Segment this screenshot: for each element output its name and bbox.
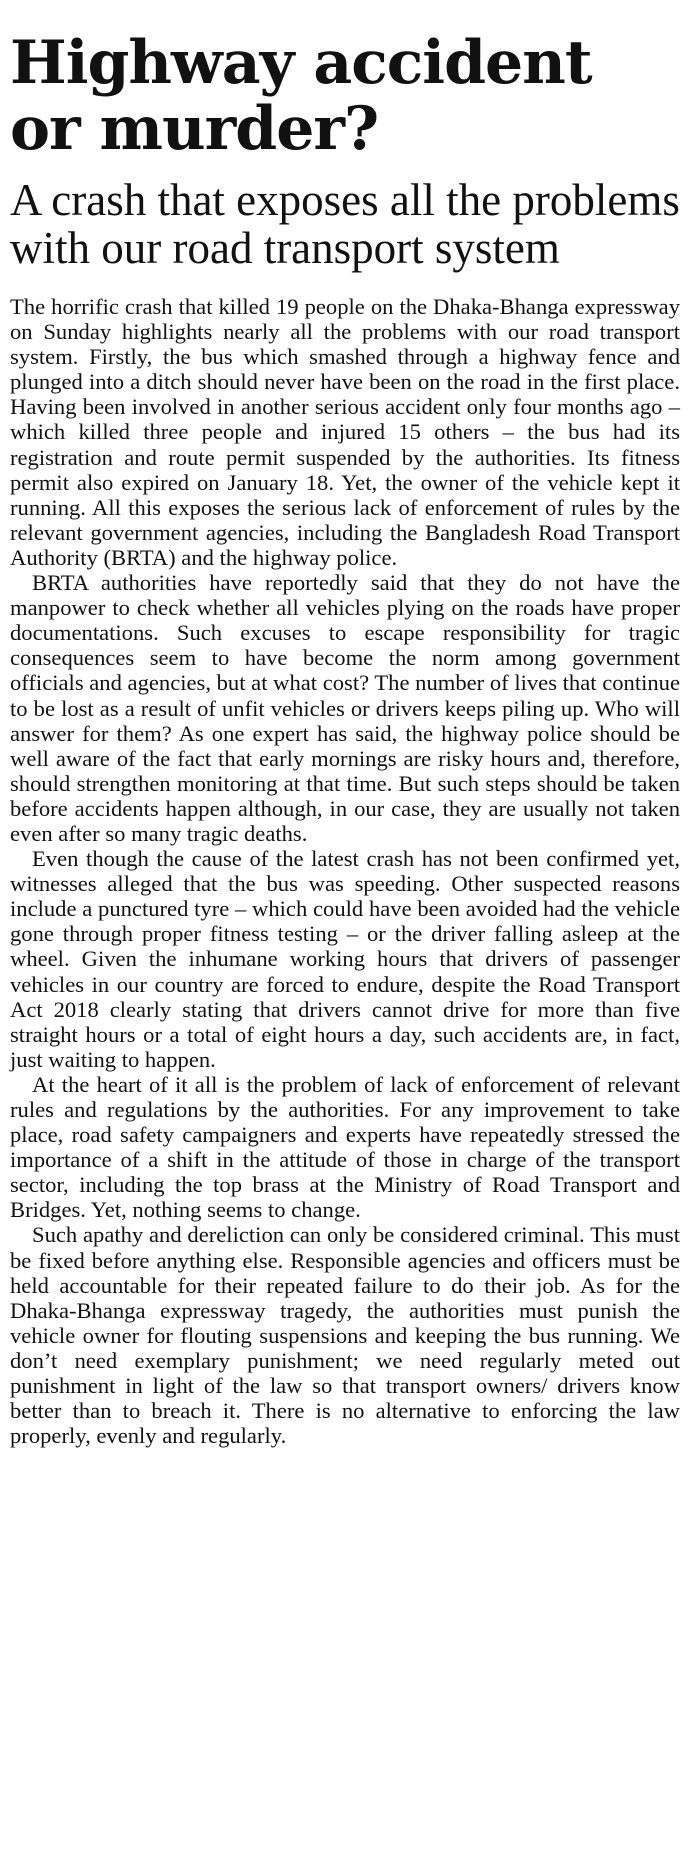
subheadline: A crash that exposes all the problems with our road transport system <box>10 175 680 273</box>
paragraph-1: The horrific crash that killed 19 people on the Dhaka-Bhanga expressway on Sunday highlights nearly all the problems with our road transport system. Firstly, the bus which smashed through a highway fence and plunged into a ditch should never have been on the road in the first place. Having been involved in another serious accident only four months ago – which killed three people and injured 15 others – the bus had its registration and route permit suspended by the authorities. Its fitness permit also expired on January 18. Yet, the owner of the vehicle kept it running. All this exposes the serious lack of enforcement of rules by the relevant government agencies, including the Bangladesh Road Transport Authority (BRTA) and the highway police. <box>10 294 680 570</box>
paragraph-3: Even though the cause of the latest crash has not been confirmed yet, witnesses alleged that the bus was speeding. Other suspected reasons include a punctured tyre – which could have been avoided had the vehicle gone through proper fitness testing – or the driver falling asleep at the wheel. Given the inhumane working hours that drivers of passenger vehicles in our country are forced to endure, despite the Road Transport Act 2018 clearly stating that drivers cannot drive for more than five straight hours or a total of eight hours a day, such accidents are, in fact, just waiting to happen. <box>10 846 680 1072</box>
editorial-article <box>10 0 680 1448</box>
headline: Highway accident or murder? <box>10 28 592 164</box>
paragraph-4: At the heart of it all is the problem of lack of enforcement of relevant rules and regulations by the authorities. For any improvement to take place, road safety campaigners and experts have repeatedly stressed the importance of a shift in the attitude of those in charge of the transport sector, including the top brass at the Ministry of Road Transport and Bridges. Yet, nothing seems to change. <box>10 1071 680 1223</box>
paragraph-2: BRTA authorities have reportedly said that they do not have the manpower to check whether all vehicles plying on the roads have proper documentations. Such excuses to escape responsibility for tragic consequences seem to have become the norm among government officials and agencies, but at what cost? The number of lives that continue to be lost as a result of unfit vehicles or drivers keeps piling up. Who will answer for them? As one expert has said, the highway police should be well aware of the fact that early mornings are risky hours and, therefore, should strengthen monitoring at that time. But such steps should be taken before accidents happen although, in our case, they are usually not taken even after so many tragic deaths. <box>10 570 680 846</box>
paragraph-5: Such apathy and dereliction can only be considered criminal. This must be fixed before anything else. Responsible agencies and officers must be held accountable for their repeated failure to do their job. As for the Dhaka-Bhanga expressway tragedy, the authorities must punish the vehicle owner for flouting suspensions and keeping the bus running. We don’t need exemplary punishment; we need regularly meted out punishment in light of the law so that transport owners/ drivers know better than to breach it. There is no alternative to enforcing the law properly, evenly and regularly. <box>10 1222 680 1449</box>
article-body <box>10 294 680 1448</box>
